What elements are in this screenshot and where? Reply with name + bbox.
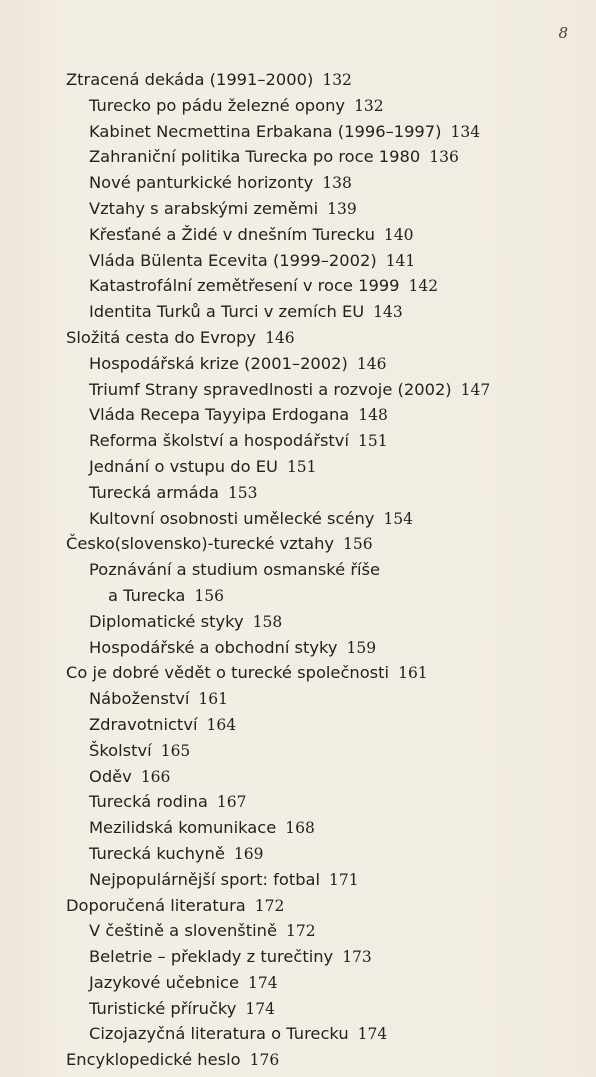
toc-entry-title: Náboženství [89, 689, 190, 709]
toc-entry-title: Školství [89, 740, 152, 760]
toc-section [66, 428, 490, 454]
page-number: 8 [558, 24, 568, 42]
toc-section [66, 635, 490, 661]
toc-section [66, 944, 490, 970]
toc-chapter [66, 660, 490, 686]
toc-entry-title: Turecko po pádu železné opony [89, 95, 346, 115]
toc-section [66, 480, 490, 506]
toc-section [66, 196, 490, 222]
toc-section [66, 248, 490, 274]
toc-section [66, 144, 490, 170]
toc-entry-page: 156 [194, 586, 224, 605]
toc-chapter [66, 1047, 490, 1073]
toc-entry-title: Beletrie – překlady z turečtiny [89, 947, 334, 967]
toc-entry-title: Doporučená literatura [66, 895, 246, 915]
toc-entry-title: Turecká kuchyně [89, 843, 225, 863]
toc-entry-page: 158 [252, 612, 283, 631]
toc-section [66, 970, 490, 996]
toc-section [66, 1021, 490, 1047]
toc-entry-page: 172 [254, 896, 285, 915]
toc-entry-page: 156 [343, 535, 373, 554]
toc-chapter [66, 531, 490, 557]
toc-entry-title: Jednání o vstupu do EU [89, 456, 278, 476]
toc-section [66, 377, 490, 403]
toc-entry-title: Ztracená dekáda (1991–2000) [66, 70, 314, 89]
toc-entry-page: 142 [408, 277, 439, 296]
toc-entry-page: 159 [346, 638, 377, 657]
toc-section [66, 506, 490, 532]
toc-chapter [66, 67, 490, 93]
toc-chapter [66, 893, 490, 919]
toc-entry-title: Encyklopedické heslo [66, 1050, 241, 1070]
toc-section [66, 119, 490, 145]
toc-entry-page: 176 [249, 1051, 280, 1070]
toc-entry-page: 132 [354, 96, 384, 115]
toc-entry-page: 161 [198, 690, 228, 709]
toc-entry-page: 165 [160, 741, 191, 760]
toc-entry-title: V češtině a slovenštině [89, 921, 277, 941]
toc-section [66, 686, 490, 712]
toc-entry-page: 174 [357, 1025, 388, 1044]
toc-entry-title: Poznávání a studium osmanské říše [89, 560, 381, 580]
toc-entry-title: Zahraniční politika Turecka po roce 1980 [89, 147, 421, 167]
toc-entry-page: 168 [285, 819, 315, 838]
toc-entry-title: Nové panturkické horizonty [89, 173, 314, 193]
toc-section [66, 170, 490, 196]
toc-entry-page: 148 [358, 406, 388, 425]
toc-section [66, 273, 490, 299]
toc-section [66, 557, 490, 583]
toc-entry-title: Zdravotnictví [89, 714, 198, 734]
toc-entry-page: 161 [398, 664, 428, 683]
toc-section [66, 996, 490, 1022]
toc-entry-title: Vztahy s arabskými zeměmi [89, 198, 319, 218]
toc-entry-title: Kabinet Necmettina Erbakana (1996–1997) [89, 121, 442, 141]
toc-entry-title: Kultovní osobnosti umělecké scény [89, 508, 375, 528]
toc-entry-page: 153 [227, 483, 258, 502]
toc-entry-page: 174 [245, 999, 275, 1018]
toc-section [66, 841, 490, 867]
toc-entry-page: 143 [373, 303, 403, 322]
toc-entry-title: Jazykové učebnice [89, 972, 240, 992]
toc-entry-page: 141 [385, 251, 416, 270]
toc-entry-title: Co je dobré vědět o turecké společnosti [66, 663, 390, 683]
toc-entry-page: 136 [429, 148, 459, 167]
toc-entry-page: 166 [140, 767, 171, 786]
toc-entry-title: Vláda Bülenta Ecevita (1999–2002) [89, 250, 377, 270]
toc-entry-page: 147 [460, 380, 491, 399]
toc-entry-title: Katastrofální zemětřesení v roce 1999 [89, 276, 400, 296]
toc-entry-title: Hospodářské a obchodní styky [89, 637, 338, 657]
toc-entry-title: Složitá cesta do Evropy [66, 327, 257, 347]
toc-section [66, 351, 490, 377]
toc-entry-title: Křesťané a Židé v dnešním Turecku [89, 224, 375, 244]
toc-entry-title: Turecká rodina [89, 792, 208, 812]
toc-section [66, 789, 490, 815]
toc-section [66, 738, 490, 764]
toc-entry-title: Diplomatické styky [89, 611, 244, 631]
toc-entry-page: 164 [206, 715, 237, 734]
toc-entry-title: Triumf Strany spravedlnosti a rozvoje (2002) [89, 379, 452, 399]
toc-entry-page: 139 [327, 199, 357, 218]
toc-entry-title: Nejpopulárnější sport: fotbal [89, 869, 321, 889]
toc-section [66, 918, 490, 944]
toc-section [66, 299, 490, 325]
toc-section [66, 222, 490, 248]
toc-entry-page: 169 [233, 844, 264, 863]
toc-entry-page: 146 [356, 354, 387, 373]
toc-entry-title: Turecká armáda [89, 482, 219, 502]
toc-section [66, 93, 490, 119]
toc-entry-page: 151 [357, 432, 388, 451]
table-of-contents [66, 67, 490, 1073]
toc-entry-page: 171 [329, 870, 359, 889]
toc-chapter [66, 325, 490, 351]
toc-entry-page: 167 [216, 793, 247, 812]
toc-entry-title: Cizojazyčná literatura o Turecku [89, 1024, 349, 1044]
toc-section [66, 712, 490, 738]
toc-entry-title: Identita Turků a Turci v zemích EU [89, 302, 365, 322]
toc-section [66, 815, 490, 841]
toc-entry-page: 138 [322, 174, 352, 193]
toc-entry-title: Česko(slovensko)-turecké vztahy [66, 534, 335, 554]
toc-entry-page: 173 [342, 948, 372, 967]
toc-section [66, 609, 490, 635]
toc-entry-page: 174 [248, 973, 278, 992]
toc-entry-page: 134 [450, 122, 481, 141]
toc-entry-title: Reforma školství a hospodářství [89, 431, 349, 451]
toc-entry-page: 140 [383, 225, 414, 244]
toc-entry-page: 172 [286, 922, 316, 941]
toc-section [66, 867, 490, 893]
toc-entry-page: 146 [265, 328, 295, 347]
toc-entry-title: Mezilidská komunikace [89, 818, 277, 838]
toc-section [66, 764, 490, 790]
toc-entry-page: 151 [286, 457, 317, 476]
toc-entry-page: 132 [322, 71, 352, 89]
toc-section [66, 402, 490, 428]
toc-entry-title: Vláda Recepa Tayyipa Erdogana [89, 405, 350, 425]
toc-entry-title: Turistické příručky [89, 998, 237, 1018]
toc-entry-page: 154 [383, 509, 414, 528]
toc-section [66, 454, 490, 480]
toc-entry-title: a Turecka [108, 585, 186, 605]
toc-entry-title: Oděv [89, 766, 132, 786]
toc-section [66, 583, 490, 609]
toc-entry-title: Hospodářská krize (2001–2002) [89, 353, 348, 373]
